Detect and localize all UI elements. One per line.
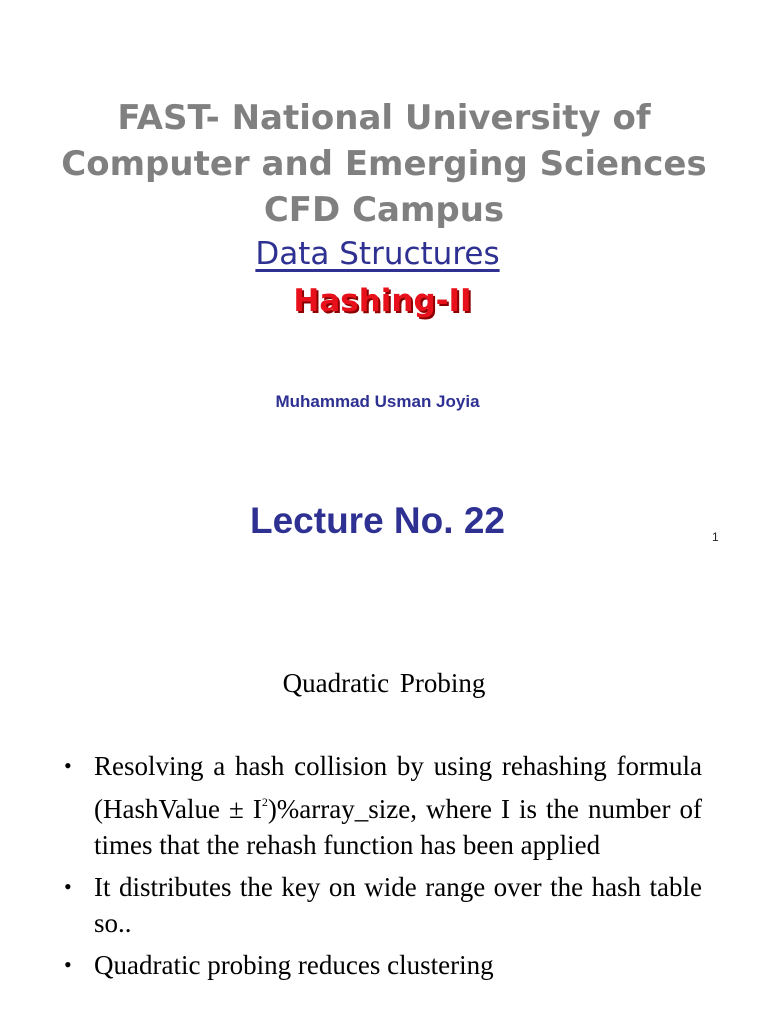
bullet-item <box>64 869 702 941</box>
author-name: Muhammad Usman Joyia <box>275 392 480 411</box>
bullet-text-2: It distributes the key on wide range over the hash table so.. <box>94 872 702 938</box>
topic-title: Hashing-II <box>293 283 472 319</box>
bullet-list <box>64 748 702 989</box>
bullet-text-1b: )%array_size, where I is the number of times that the rehash function has been applied <box>94 794 702 860</box>
bullet-item <box>64 947 702 983</box>
bullet-item <box>64 748 702 863</box>
bullet-marker: • <box>64 952 72 977</box>
university-line-1: FAST- National University of <box>117 98 651 138</box>
superscript: 2 <box>261 795 268 809</box>
bullet-text-1a: Resolving a hash collision by using rehashing formula (HashValue ± I <box>94 751 702 824</box>
lecture-number: Lecture No. 22 <box>250 500 505 541</box>
page-number: 1 <box>712 530 719 544</box>
university-name <box>0 95 768 233</box>
university-line-2: Computer and Emerging Sciences <box>61 144 707 184</box>
university-line-3: CFD Campus <box>263 190 505 230</box>
bullet-text-3: Quadratic probing reduces clustering <box>94 950 494 980</box>
bullet-marker: • <box>64 753 72 778</box>
bullet-marker: • <box>64 874 72 899</box>
course-title: Data Structures <box>255 236 500 272</box>
slide-title: Quadratic Probing <box>282 668 486 698</box>
